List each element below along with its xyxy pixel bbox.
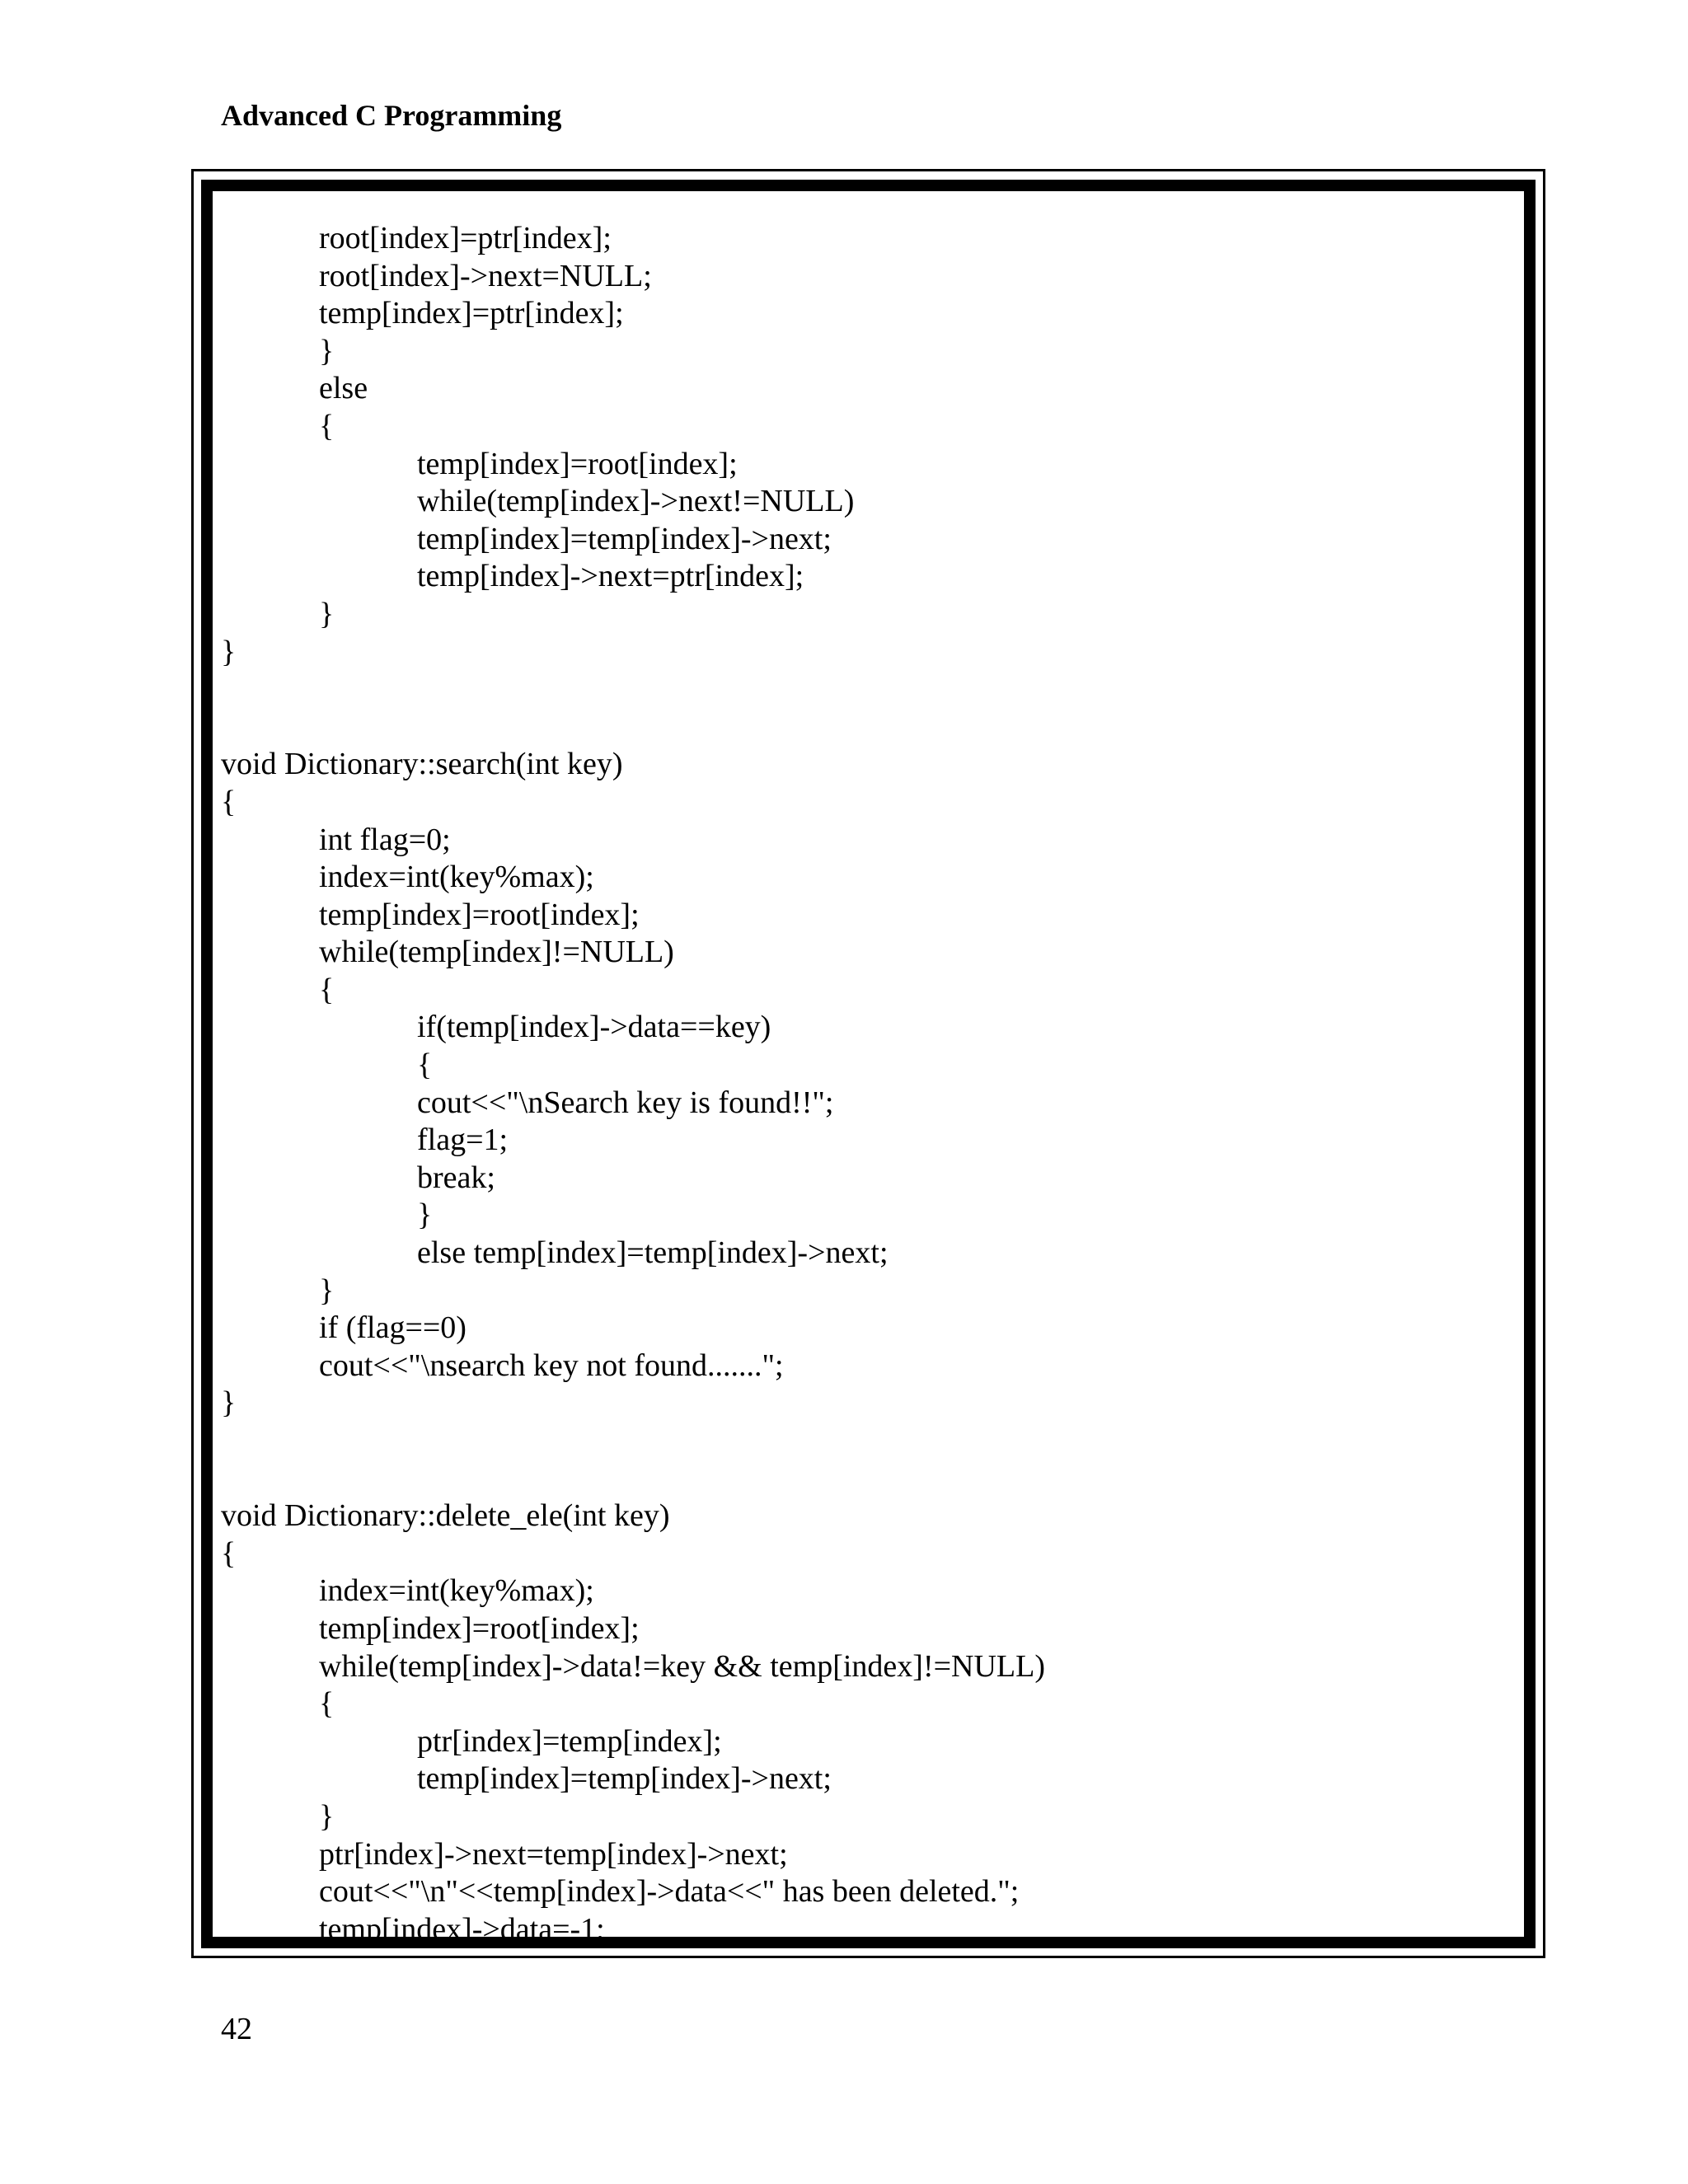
code-line: index=int(key%max);	[319, 860, 594, 895]
code-line: if(temp[index]->data==key)	[417, 1010, 771, 1045]
code-line: while(temp[index]->next!=NULL)	[417, 484, 855, 519]
code-line: {	[319, 408, 335, 443]
code-line: temp[index]=root[index];	[319, 1610, 640, 1646]
code-line: }	[319, 1798, 335, 1834]
blank-line	[221, 1460, 1045, 1498]
code-line: root[index]->next=NULL;	[319, 258, 652, 293]
code-line: cout<<"\nsearch key not found.......";	[319, 1347, 784, 1383]
code-line: temp[index]=root[index];	[417, 446, 738, 481]
blank-line	[221, 709, 1045, 747]
code-line: ptr[index]->next=temp[index]->next;	[319, 1836, 788, 1872]
code-line: }	[319, 1272, 335, 1308]
code-line: index=int(key%max);	[319, 1573, 594, 1609]
code-line: temp[index]=temp[index]->next;	[417, 521, 832, 556]
code-line: cout<<"\n"<<temp[index]->data<<" has been deleted.";	[319, 1874, 1020, 1910]
code-line: }	[319, 333, 335, 368]
code-line: cout<<"\nSearch key is found!!";	[417, 1085, 834, 1120]
code-line: root[index]=ptr[index];	[319, 221, 612, 255]
code-line: else temp[index]=temp[index]->next;	[417, 1235, 889, 1271]
code-line: {	[319, 1686, 335, 1722]
code-line: flag=1;	[417, 1122, 509, 1158]
code-line: {	[221, 1535, 237, 1571]
blank-line	[221, 1422, 1045, 1460]
code-line: void Dictionary::search(int key)	[221, 747, 623, 782]
code-line: else	[319, 371, 368, 406]
code-line: }	[221, 634, 237, 669]
running-header: Advanced C Programming	[221, 99, 562, 132]
code-line: void Dictionary::delete_ele(int key)	[221, 1498, 670, 1534]
page-number: 42	[221, 2012, 252, 2046]
code-line: temp[index]=ptr[index];	[319, 296, 624, 331]
code-line: int flag=0;	[319, 822, 451, 857]
code-line: while(temp[index]!=NULL)	[319, 935, 674, 970]
code-line: ptr[index]=temp[index];	[417, 1723, 722, 1759]
code-line: if (flag==0)	[319, 1310, 467, 1346]
code-line: }	[417, 1197, 433, 1233]
code-line: }	[319, 596, 335, 631]
code-line: {	[319, 972, 335, 1007]
code-line: temp[index]->next=ptr[index];	[417, 559, 804, 594]
code-line: {	[221, 784, 237, 819]
code-line: temp[index]->data=-1;	[319, 1911, 605, 1947]
code-listing	[221, 220, 1045, 1948]
code-line: }	[221, 1385, 237, 1421]
code-line: break;	[417, 1160, 495, 1195]
code-line: temp[index]=root[index];	[319, 897, 640, 932]
code-line: while(temp[index]->data!=key && temp[index]!=NULL)	[319, 1648, 1045, 1684]
code-line: {	[417, 1047, 433, 1083]
blank-line	[221, 671, 1045, 709]
code-line: temp[index]=temp[index]->next;	[417, 1761, 832, 1797]
